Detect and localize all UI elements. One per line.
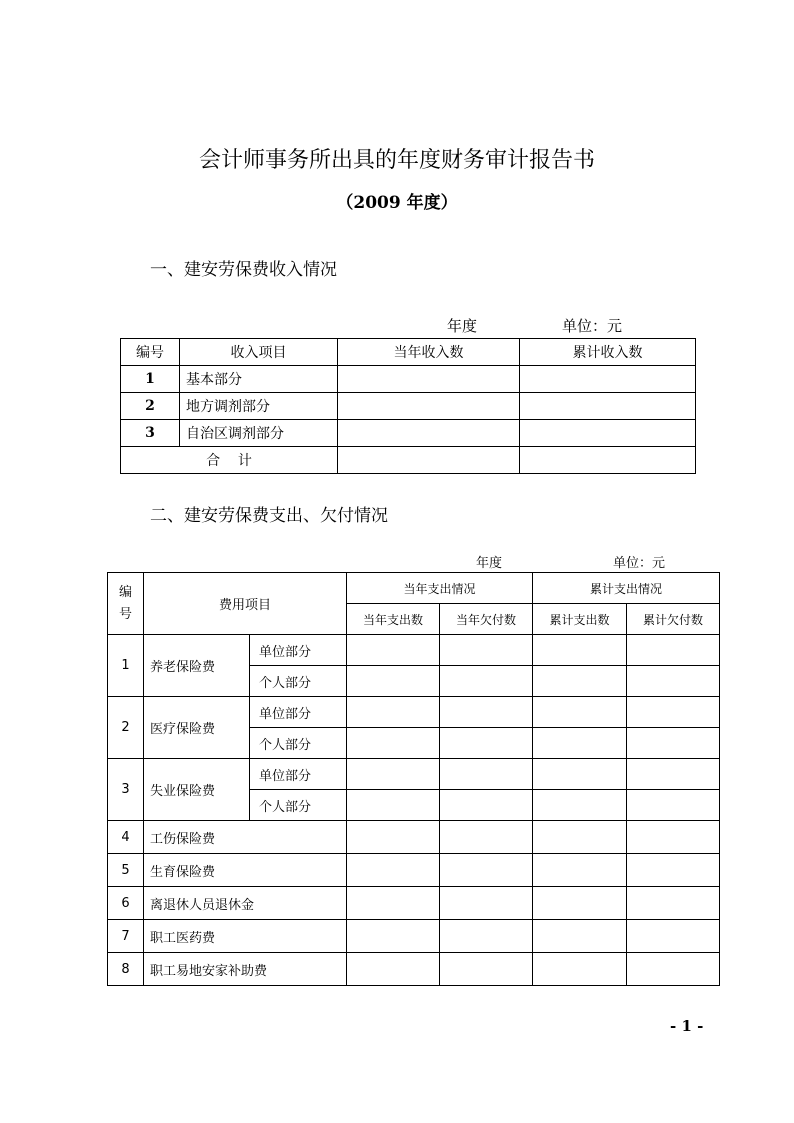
table-row <box>108 953 720 986</box>
value-cell[interactable] <box>440 759 533 790</box>
value-cell[interactable] <box>533 635 627 666</box>
value-cell[interactable] <box>533 728 627 759</box>
row-item: 医疗保险费 <box>144 697 250 759</box>
value-cell[interactable] <box>627 887 720 920</box>
total-current-cell[interactable] <box>338 447 520 474</box>
value-cell[interactable] <box>347 887 440 920</box>
row-no: 2 <box>108 697 144 759</box>
value-cell[interactable] <box>440 697 533 728</box>
value-cell[interactable] <box>627 920 720 953</box>
header-cumulative-owed: 累计欠付数 <box>627 604 720 635</box>
row-sub-item: 单位部分 <box>250 759 347 790</box>
value-cell[interactable] <box>347 666 440 697</box>
value-cell[interactable] <box>533 759 627 790</box>
table-row <box>121 366 696 393</box>
row-sub-item: 单位部分 <box>250 635 347 666</box>
header-no <box>108 573 144 635</box>
table-row <box>108 635 720 666</box>
row-item: 离退休人员退休金 <box>144 887 347 920</box>
row-item: 自治区调剂部分 <box>180 420 338 447</box>
current-income-cell[interactable] <box>338 420 520 447</box>
row-no: 4 <box>108 821 144 854</box>
row-no: 7 <box>108 920 144 953</box>
table-row <box>108 697 720 728</box>
value-cell[interactable] <box>440 635 533 666</box>
value-cell[interactable] <box>347 854 440 887</box>
header-current-income: 当年收入数 <box>338 339 520 366</box>
value-cell[interactable] <box>347 635 440 666</box>
value-cell[interactable] <box>627 728 720 759</box>
value-cell[interactable] <box>347 697 440 728</box>
section1-heading: 一、建安劳保费收入情况 <box>150 260 337 280</box>
value-cell[interactable] <box>440 887 533 920</box>
row-item: 养老保险费 <box>144 635 250 697</box>
total-label: 合 计 <box>121 447 338 474</box>
row-no: 1 <box>108 635 144 697</box>
page-number: - 1 - <box>670 1017 704 1035</box>
value-cell[interactable] <box>533 920 627 953</box>
row-sub-item: 个人部分 <box>250 666 347 697</box>
value-cell[interactable] <box>627 697 720 728</box>
header-no-bottom: 号 <box>118 606 132 622</box>
expense-table <box>107 572 720 986</box>
value-cell[interactable] <box>440 920 533 953</box>
value-cell[interactable] <box>627 790 720 821</box>
total-row <box>121 447 696 474</box>
value-cell[interactable] <box>347 953 440 986</box>
row-item: 职工易地安家补助费 <box>144 953 347 986</box>
value-cell[interactable] <box>533 697 627 728</box>
document-title: 会计师事务所出具的年度财务审计报告书 <box>198 148 595 173</box>
cumulative-income-cell[interactable] <box>520 366 696 393</box>
section2-year-label: 年度 <box>476 556 503 571</box>
value-cell[interactable] <box>347 790 440 821</box>
section2-unit-label: 单位：元 <box>613 556 666 571</box>
header-current-paid: 当年支出数 <box>347 604 440 635</box>
value-cell[interactable] <box>440 821 533 854</box>
value-cell[interactable] <box>627 854 720 887</box>
cumulative-income-cell[interactable] <box>520 420 696 447</box>
value-cell[interactable] <box>533 887 627 920</box>
value-cell[interactable] <box>627 821 720 854</box>
row-no: 8 <box>108 953 144 986</box>
value-cell[interactable] <box>533 854 627 887</box>
header-cumulative-paid: 累计支出数 <box>533 604 627 635</box>
header-current-owed: 当年欠付数 <box>440 604 533 635</box>
table-row <box>108 821 720 854</box>
row-item: 失业保险费 <box>144 759 250 821</box>
table-header-row <box>121 339 696 366</box>
row-sub-item: 个人部分 <box>250 790 347 821</box>
value-cell[interactable] <box>347 821 440 854</box>
row-no: 6 <box>108 887 144 920</box>
total-cumulative-cell[interactable] <box>520 447 696 474</box>
section1-year-label: 年度 <box>447 317 478 335</box>
value-cell[interactable] <box>440 728 533 759</box>
table-header-row <box>108 573 720 604</box>
header-no: 编号 <box>121 339 180 366</box>
income-table <box>120 338 696 474</box>
table-row <box>121 393 696 420</box>
value-cell[interactable] <box>440 953 533 986</box>
header-current-group: 当年支出情况 <box>347 573 533 604</box>
row-sub-item: 个人部分 <box>250 728 347 759</box>
row-no: 3 <box>108 759 144 821</box>
value-cell[interactable] <box>627 635 720 666</box>
header-no-top: 编 <box>118 584 132 600</box>
table-row <box>108 920 720 953</box>
value-cell[interactable] <box>347 728 440 759</box>
table-row <box>108 887 720 920</box>
value-cell[interactable] <box>440 854 533 887</box>
section2-heading: 二、建安劳保费支出、欠付情况 <box>150 506 388 526</box>
table-row <box>121 420 696 447</box>
row-item: 职工医药费 <box>144 920 347 953</box>
row-item: 生育保险费 <box>144 854 347 887</box>
value-cell[interactable] <box>533 821 627 854</box>
value-cell[interactable] <box>533 666 627 697</box>
value-cell[interactable] <box>627 666 720 697</box>
header-cumulative-group: 累计支出情况 <box>533 573 720 604</box>
current-income-cell[interactable] <box>338 393 520 420</box>
table-row <box>108 854 720 887</box>
row-no: 3 <box>121 420 180 447</box>
current-income-cell[interactable] <box>338 366 520 393</box>
header-income-item: 收入项目 <box>180 339 338 366</box>
row-item: 基本部分 <box>180 366 338 393</box>
row-item: 工伤保险费 <box>144 821 347 854</box>
row-no: 1 <box>121 366 180 393</box>
row-no: 5 <box>108 854 144 887</box>
row-no: 2 <box>121 393 180 420</box>
header-cumulative-income: 累计收入数 <box>520 339 696 366</box>
document-subtitle: （2009 年度） <box>336 193 458 213</box>
value-cell[interactable] <box>440 790 533 821</box>
table-row <box>108 759 720 790</box>
row-item: 地方调剂部分 <box>180 393 338 420</box>
value-cell[interactable] <box>533 790 627 821</box>
row-sub-item: 单位部分 <box>250 697 347 728</box>
cumulative-income-cell[interactable] <box>520 393 696 420</box>
value-cell[interactable] <box>627 953 720 986</box>
value-cell[interactable] <box>533 953 627 986</box>
value-cell[interactable] <box>440 666 533 697</box>
value-cell[interactable] <box>347 920 440 953</box>
header-expense-item: 费用项目 <box>144 573 347 635</box>
value-cell[interactable] <box>627 759 720 790</box>
section1-unit-label: 单位：元 <box>562 317 623 335</box>
value-cell[interactable] <box>347 759 440 790</box>
